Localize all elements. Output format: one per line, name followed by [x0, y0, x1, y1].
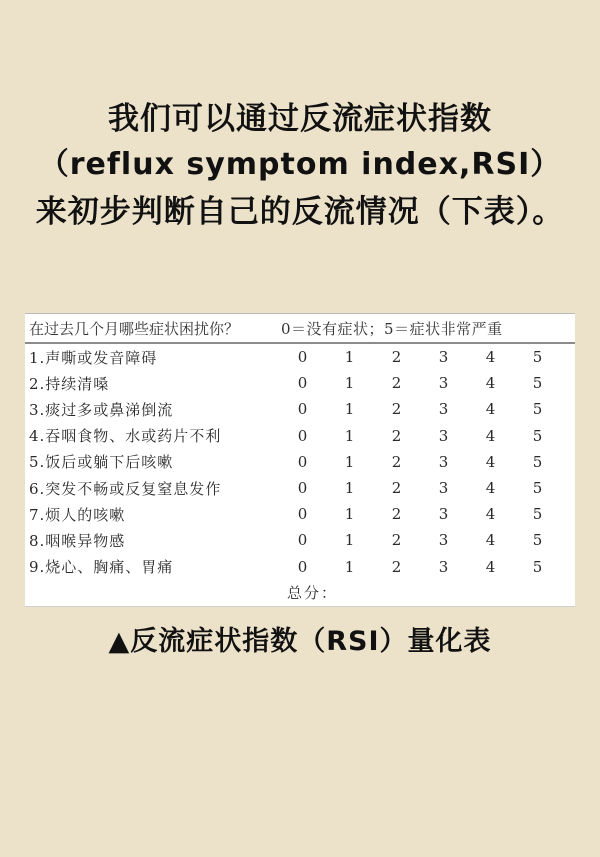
score-1: 1 [344, 374, 355, 393]
score-4: 4 [485, 400, 496, 419]
total-label: 总分： [287, 584, 339, 603]
score-4: 4 [485, 348, 496, 367]
score-0: 0 [297, 348, 308, 367]
score-3: 3 [438, 452, 449, 471]
symptom-label: 6.突发不畅或反复窒息发作 [29, 479, 222, 498]
table-row [25, 554, 575, 580]
headline-line-3: 来初步判断自己的反流情况（下表）。 [35, 194, 565, 230]
score-2: 2 [391, 479, 402, 498]
symptom-label: 3.痰过多或鼻涕倒流 [29, 400, 174, 419]
score-1: 1 [344, 531, 355, 550]
score-3: 3 [438, 531, 449, 550]
headline-line-1: 我们可以通过反流症状指数 [108, 101, 492, 137]
total-row [25, 580, 575, 606]
score-0: 0 [297, 374, 308, 393]
table-row [25, 423, 575, 449]
table-caption: ▲反流症状指数（RSI）量化表 [108, 626, 492, 657]
score-5: 5 [532, 400, 543, 419]
score-1: 1 [344, 400, 355, 419]
score-2: 2 [391, 400, 402, 419]
score-1: 1 [344, 452, 355, 471]
score-0: 0 [297, 400, 308, 419]
score-4: 4 [485, 479, 496, 498]
table-row [25, 475, 575, 501]
score-0: 0 [297, 531, 308, 550]
score-3: 3 [438, 348, 449, 367]
score-4: 4 [485, 531, 496, 550]
score-5: 5 [532, 479, 543, 498]
score-3: 3 [438, 426, 449, 445]
score-0: 0 [297, 505, 308, 524]
score-5: 5 [532, 348, 543, 367]
table-row [25, 527, 575, 553]
symptom-label: 4.吞咽食物、水或药片不利 [29, 427, 222, 446]
score-4: 4 [485, 452, 496, 471]
score-3: 3 [438, 557, 449, 576]
score-2: 2 [391, 505, 402, 524]
score-2: 2 [391, 426, 402, 445]
score-4: 4 [485, 426, 496, 445]
score-5: 5 [532, 531, 543, 550]
rsi-table [25, 313, 575, 607]
score-1: 1 [344, 557, 355, 576]
score-1: 1 [344, 479, 355, 498]
symptom-label: 1.声嘶或发音障碍 [29, 348, 158, 367]
score-3: 3 [438, 505, 449, 524]
table-header [25, 314, 575, 344]
symptom-label: 9.烧心、胸痛、胃痛 [29, 558, 174, 577]
header-question: 在过去几个月哪些症状困扰你？ [29, 319, 240, 338]
symptom-label: 5.饭后或躺下后咳嗽 [29, 453, 174, 472]
score-2: 2 [391, 531, 402, 550]
score-4: 4 [485, 374, 496, 393]
score-5: 5 [532, 505, 543, 524]
symptom-label: 7.烦人的咳嗽 [29, 505, 126, 524]
score-3: 3 [438, 374, 449, 393]
header-scale: 0＝没有症状；5＝症状非常严重 [281, 319, 503, 338]
score-2: 2 [391, 452, 402, 471]
headline-line-2: （reflux symptom index,RSI） [38, 147, 562, 182]
score-0: 0 [297, 452, 308, 471]
score-0: 0 [297, 557, 308, 576]
symptom-label: 8.咽喉异物感 [29, 531, 126, 550]
score-0: 0 [297, 426, 308, 445]
score-5: 5 [532, 426, 543, 445]
score-4: 4 [485, 557, 496, 576]
score-2: 2 [391, 557, 402, 576]
score-1: 1 [344, 348, 355, 367]
score-5: 5 [532, 557, 543, 576]
table-row [25, 344, 575, 370]
table-row [25, 396, 575, 422]
score-3: 3 [438, 400, 449, 419]
score-2: 2 [391, 374, 402, 393]
table-row [25, 501, 575, 527]
table-row [25, 370, 575, 396]
score-0: 0 [297, 479, 308, 498]
score-5: 5 [532, 452, 543, 471]
score-2: 2 [391, 348, 402, 367]
table-row [25, 449, 575, 475]
score-4: 4 [485, 505, 496, 524]
score-5: 5 [532, 374, 543, 393]
score-3: 3 [438, 479, 449, 498]
score-1: 1 [344, 505, 355, 524]
symptom-label: 2.持续清嗓 [29, 374, 110, 393]
score-1: 1 [344, 426, 355, 445]
